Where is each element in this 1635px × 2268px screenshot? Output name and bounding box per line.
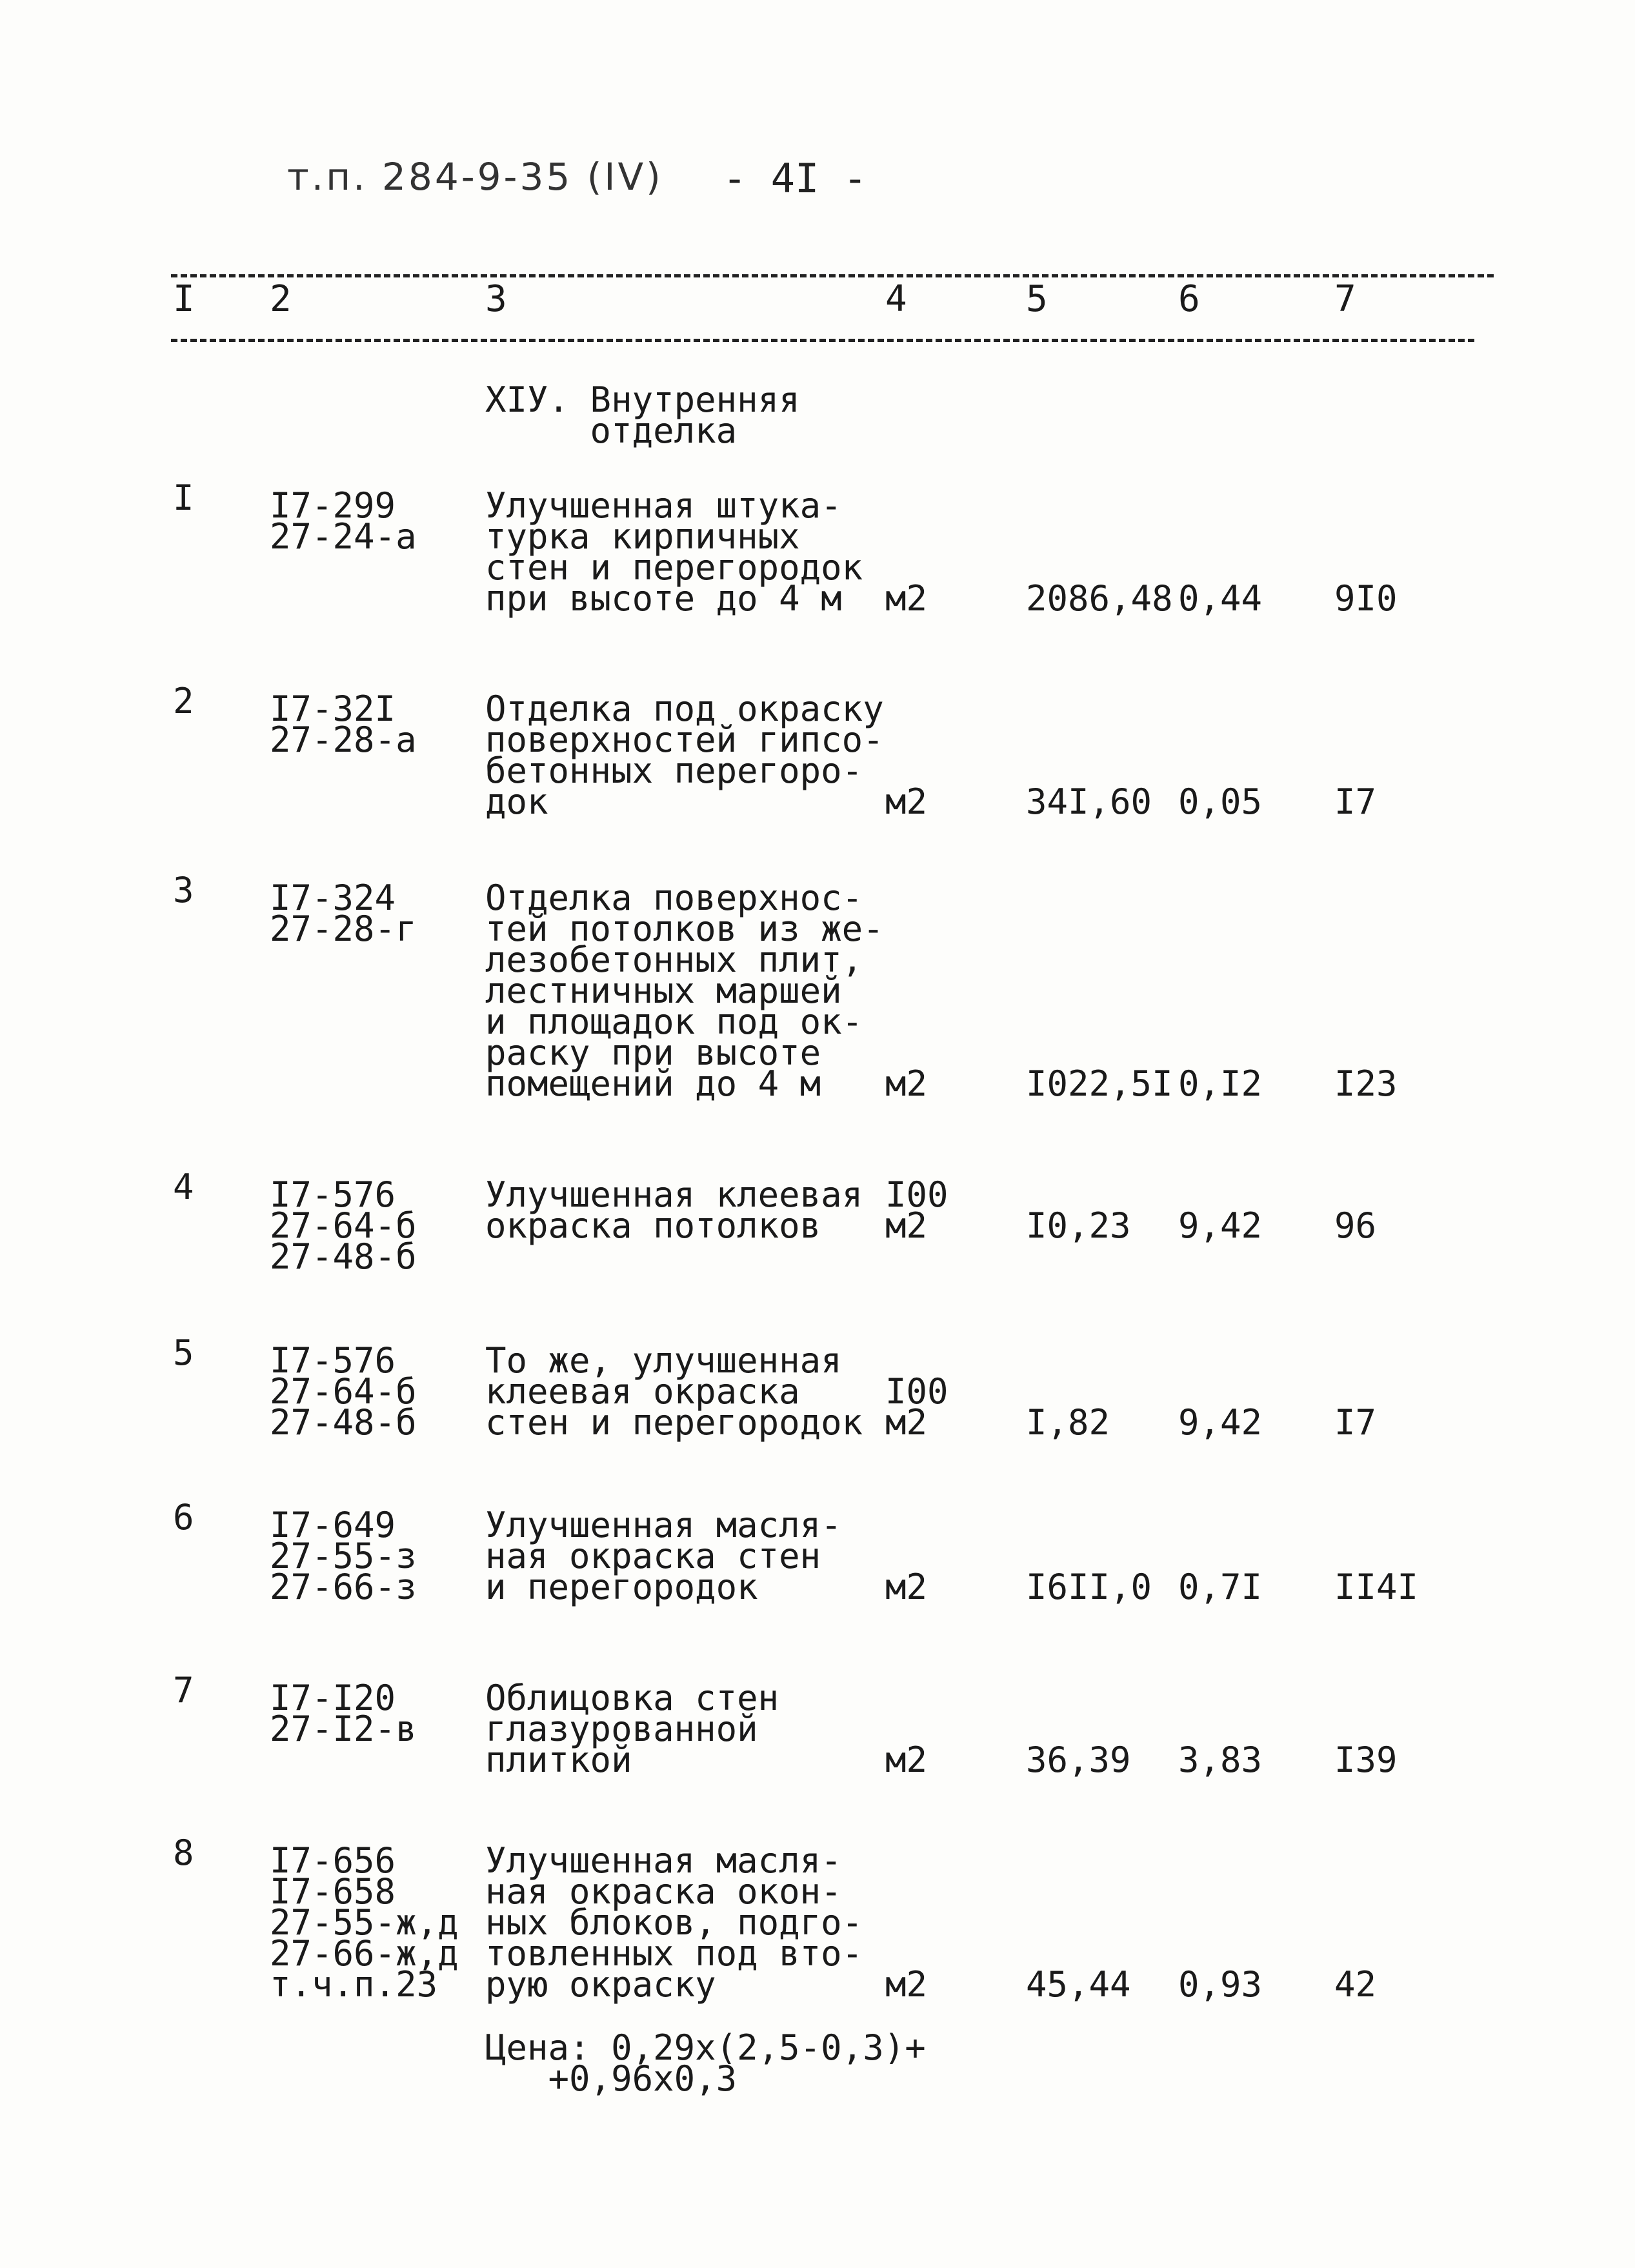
row-codes: I7-576 27-64-б 27-48-б [270,1174,417,1277]
row-quantity: I6II,0 [1026,1567,1152,1607]
column-header-5: 5 [1026,278,1048,320]
row-unit: м2 [885,781,928,822]
row-price: 0,I2 [1178,1063,1263,1104]
row-number: 7 [173,1670,194,1711]
row-description: То же, улучшенная клеевая окраска стен и перегородок [485,1340,863,1443]
header-rule [171,339,1474,342]
row-number: 4 [173,1167,194,1207]
row-number: 6 [173,1497,194,1538]
row-codes: I7-324 27-28-г [270,878,417,949]
row-codes: I7-656 I7-658 27-55-ж,д 27-66-ж,д т.ч.п.23 [270,1840,459,2005]
row-codes: I7-649 27-55-з 27-66-з [270,1505,417,1607]
row-quantity: 34I,60 [1026,781,1152,822]
column-header-2: 2 [270,278,292,320]
column-header-4: 4 [885,278,907,320]
row-number: 3 [173,870,194,910]
section-title: XIУ. Внутренняя отделка [485,379,800,451]
column-header-7: 7 [1334,278,1356,320]
page-number: - 4I - [723,155,867,202]
price-note: Цена: 0,29х(2,5-0,3)+ +0,96х0,3 [485,2027,926,2099]
row-total: I7 [1334,781,1377,822]
column-header-1: I [173,278,195,320]
row-codes: I7-32I 27-28-а [270,688,417,760]
row-number: 5 [173,1332,194,1373]
row-quantity: 36,39 [1026,1740,1131,1780]
row-price: 9,42 [1178,1205,1263,1246]
row-unit: м2 [885,1964,928,2005]
row-unit: м2 [885,1567,928,1607]
row-description: Улучшенная масля- ная окраска окон- ных блоков, подго- товленных под вто- рую окраску [485,1840,863,2005]
row-unit: I00 м2 [885,1371,948,1443]
row-description: Улучшенная штука- турка кирпичных стен и перегородок при высоте до 4 м [485,485,863,619]
row-description: Улучшенная масля- ная окраска стен и перегородок [485,1505,842,1607]
row-description: Отделка под окраску поверхностей гипсо- бетонных перегоро- док [485,688,884,822]
column-header-3: 3 [485,278,507,320]
row-total: II4I [1334,1567,1419,1607]
row-total: I23 [1334,1063,1398,1104]
row-price: 9,42 [1178,1402,1263,1443]
row-quantity: I,82 [1026,1402,1110,1443]
row-description: Улучшенная клеевая окраска потолков [485,1174,863,1246]
row-quantity: 2086,48 [1026,578,1173,619]
top-rule [171,274,1494,277]
row-number: 8 [173,1832,194,1873]
row-price: 0,05 [1178,781,1263,822]
row-unit: м2 [885,578,928,619]
row-total: I7 [1334,1402,1377,1443]
row-price: 0,44 [1178,578,1263,619]
row-quantity: 45,44 [1026,1964,1131,2005]
row-price: 3,83 [1178,1740,1263,1780]
row-number: 2 [173,681,194,721]
row-number: I [173,477,194,518]
row-total: I39 [1334,1740,1398,1780]
row-quantity: I0,23 [1026,1205,1131,1246]
row-total: 42 [1334,1964,1377,2005]
row-codes: I7-576 27-64-б 27-48-б [270,1340,417,1443]
row-price: 0,93 [1178,1964,1263,2005]
row-total: 9I0 [1334,578,1398,619]
row-unit: м2 [885,1063,928,1104]
row-total: 96 [1334,1205,1377,1246]
row-unit: I00 м2 [885,1174,948,1246]
row-codes: I7-I20 27-I2-в [270,1678,417,1749]
row-unit: м2 [885,1740,928,1780]
column-header-6: 6 [1178,278,1200,320]
document-code: т.п. 284-9-35 (IV) [287,155,663,199]
row-codes: I7-299 27-24-а [270,485,417,557]
row-quantity: I022,5I [1026,1063,1173,1104]
row-description: Облицовка стен глазурованной плиткой [485,1678,779,1780]
row-price: 0,7I [1178,1567,1263,1607]
row-description: Отделка поверхнос- тей потолков из же- лезобетонных плит, лестничных маршей и площадок под ок- раску при высоте помещений до 4 м [485,878,884,1104]
